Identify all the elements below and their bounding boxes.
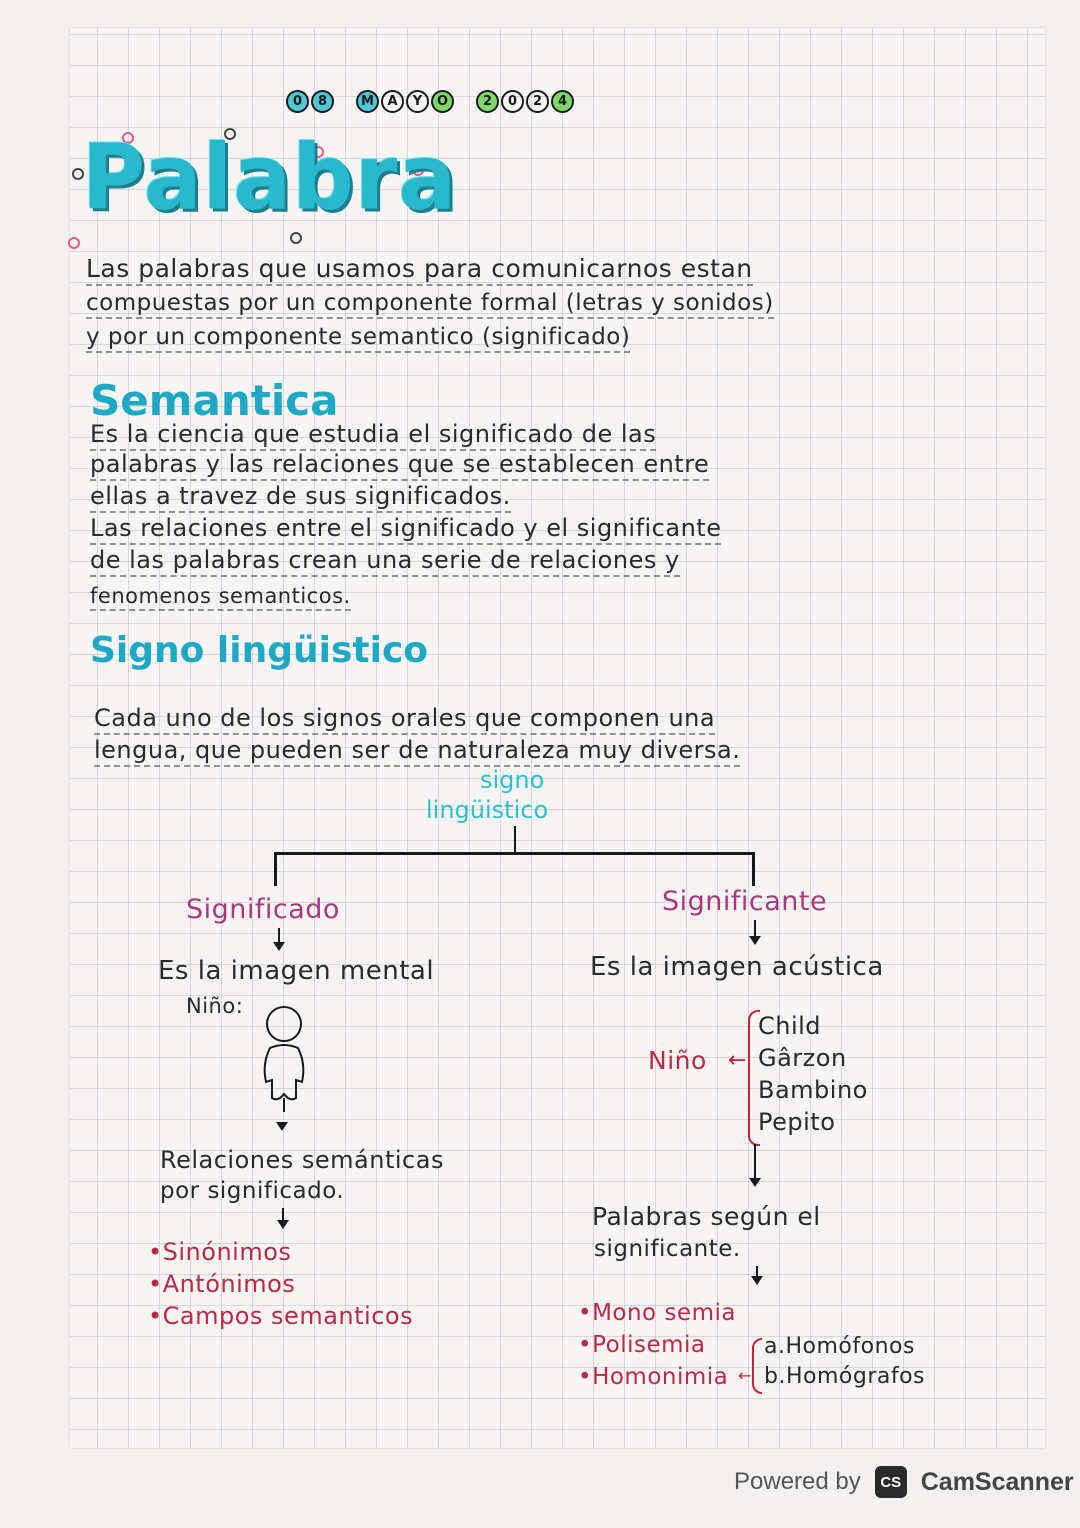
arrow-down-icon (273, 942, 285, 951)
date-year (476, 90, 574, 113)
relations-line: significante. (594, 1236, 741, 1262)
arrow-left-icon: ← (728, 1048, 747, 1073)
arrow-down-icon (749, 936, 761, 945)
date-day (286, 90, 334, 113)
arrow-left-icon: ← (738, 1366, 752, 1385)
date-char: 2 (526, 90, 549, 113)
example-word: Niño (648, 1046, 707, 1075)
paragraph-line: palabras y las relaciones que se establecen entre (90, 450, 709, 481)
sub-item: b.Homógrafos (764, 1364, 926, 1389)
date-char: Y (406, 90, 429, 113)
date-char: M (356, 90, 379, 113)
intro-line: y por un componente semantico (significado) (86, 324, 630, 353)
heading-semantica: Semantica (90, 376, 339, 425)
heading-signo-linguistico: Signo lingüistico (90, 630, 429, 671)
diagram-root-line1: signo (480, 766, 545, 794)
date-char: O (431, 90, 454, 113)
date-char: 4 (551, 90, 574, 113)
intro-line: compuestas por un componente formal (letras y sonidos) (86, 290, 774, 319)
diagram-root-line2: lingüistico (426, 796, 549, 824)
camscanner-watermark (734, 1466, 1074, 1498)
date-char: 2 (476, 90, 499, 113)
date-header (286, 90, 574, 113)
list-item: •Homonimia (578, 1364, 729, 1390)
paragraph-line: de las palabras crean una serie de relaciones y (90, 546, 680, 577)
page-title: Palabra (82, 125, 458, 231)
paragraph-line: lengua, que pueden ser de naturaleza muy diversa. (94, 736, 740, 767)
arrow-down-icon (751, 1276, 763, 1285)
significado-desc: Es la imagen mental (158, 956, 435, 986)
paragraph-line: Las relaciones entre el significado y el significante (90, 514, 721, 545)
translation-word: Child (758, 1012, 822, 1040)
intro-line: Las palabras que usamos para comunicarnos estan (86, 254, 753, 286)
arrow-down-icon (277, 1220, 289, 1229)
paragraph-line: Es la ciencia que estudia el significado de las (90, 420, 656, 451)
list-item: •Mono semia (578, 1300, 736, 1326)
connector-line (754, 1144, 756, 1180)
significado-label: Significado (186, 894, 340, 925)
significante-desc: Es la imagen acústica (590, 952, 884, 982)
translation-word: Bambino (758, 1076, 868, 1104)
relations-line: Relaciones semánticas (160, 1146, 444, 1174)
translation-word: Gârzon (758, 1044, 847, 1072)
connector-line (274, 852, 754, 855)
translation-word: Pepito (758, 1108, 836, 1136)
list-item: •Polisemia (578, 1332, 706, 1358)
camscanner-logo-icon: CS (875, 1466, 907, 1498)
decor-circle (68, 237, 80, 249)
decor-circle (290, 232, 302, 244)
example-label: Niño: (186, 994, 244, 1018)
date-char: 0 (501, 90, 524, 113)
relations-line: Palabras según el (592, 1202, 821, 1231)
paragraph-line: Cada uno de los signos orales que componen una (94, 704, 715, 735)
connector-line (752, 852, 755, 886)
connector-line (274, 852, 277, 886)
paragraph-line: ellas a travez de sus significados. (90, 482, 511, 513)
date-month (356, 90, 454, 113)
camscanner-brand: CamScanner (920, 1467, 1074, 1496)
bracket-icon (752, 1338, 762, 1394)
list-item: •Campos semanticos (148, 1302, 414, 1330)
date-char: A (381, 90, 404, 113)
sub-item: a.Homófonos (764, 1334, 915, 1359)
child-figure-icon (252, 1002, 316, 1118)
paragraph-line: fenomenos semanticos. (90, 584, 351, 611)
date-char: 8 (311, 90, 334, 113)
list-item: •Sinónimos (148, 1238, 292, 1266)
relations-line: por significado. (160, 1178, 345, 1204)
date-char: 0 (286, 90, 309, 113)
list-item: •Antónimos (148, 1270, 296, 1298)
powered-by-text: Powered by (734, 1468, 861, 1495)
arrow-down-icon (276, 1122, 288, 1131)
significante-label: Significante (662, 886, 828, 917)
connector-line (514, 826, 516, 854)
arrow-down-icon (749, 1178, 761, 1187)
